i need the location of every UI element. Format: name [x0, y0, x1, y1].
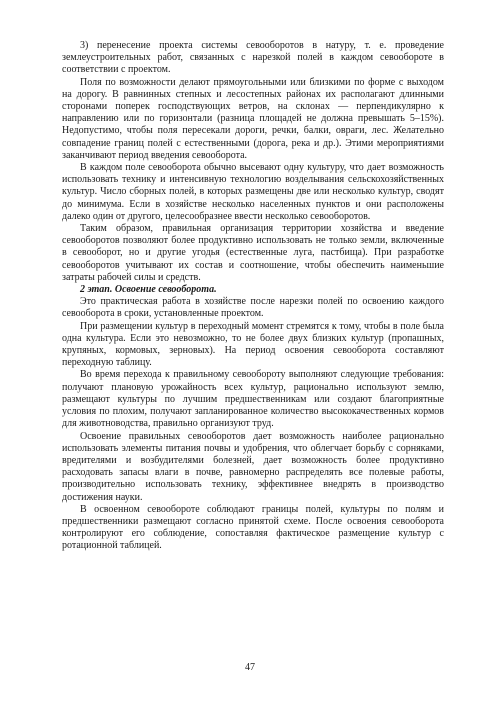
section-heading: 2 этап. Освоение севооборота.	[80, 284, 217, 296]
paragraph-9: В освоенном севообороте соблюдают границы полей, культуры по полям и предшественники размещают согласно принятой схеме. После освоения севооборота контролируют его соблюдение, сопоставляя фактическое размещение культур с ротационной таблицей.	[62, 503, 444, 552]
paragraph-6: При размещении культур в переходный момент стремятся к тому, чтобы в поле была одна культура. Если это невозможно, то не более двух близких культур (пропашных, крупяных, кормовых, зерновых). На период освоения севооборота составляют переходную таблицу.	[62, 320, 444, 369]
paragraph-8: Освоение правильных севооборотов дает возможность наиболее рационально использовать элементы питания почвы и удобрения, что облегчает борьбу с сорняками, вредителями и возбудителями болезней, дает возможность более продуктивно расходовать запасы влаги в почве, равномерно распределять все полевые работы, производительно использовать технику, эффективнее внедрять в производство достижения науки.	[62, 430, 444, 503]
paragraph-7: Во время перехода к правильному севообороту выполняют следующие требования: получают плановую урожайность всех культур, рационально используют землю, размещают культуры по лучшим предшественникам или создают благоприятные условия по плохим, получают запланированное количество высококачественных кормов для животноводства, правильно организуют труд.	[62, 369, 444, 430]
paragraph-3: В каждом поле севооборота обычно высевают одну культуру, что дает возможность использовать технику и интенсивную технологию возделывания сельскохозяйственных культур. Число сборных полей, в которых размещены две или несколько культур, сводят до минимума. Если в хозяйстве несколько населенных пунктов и они расположены далеко один от другого, целесообразнее ввести несколько севооборотов.	[62, 162, 444, 222]
body-text	[62, 40, 444, 553]
paragraph-2: Поля по возможности делают прямоугольными или близкими по форме с выходом на дорогу. В равнинных степных и лесостепных районах их располагают длинными сторонами поперек господствующих ветров, на склонах — перпендикулярно к направлению или по горизонтали (разница площадей не должна превышать 5–15%). Недопустимо, чтобы поля пересекали дороги, речки, балки, овраги, лес. Желательно совпадение границ полей с естественными (дорога, река и др.). Этими мероприятиями заканчивают период введения севооборота.	[62, 76, 444, 161]
paragraph-1: 3) перенесение проекта системы севооборотов в натуру, т. е. проведение землеустроительных работ, связанных с нарезкой полей в каждом севообороте в соответствии с проектом.	[62, 40, 444, 76]
paragraph-5: Это практическая работа в хозяйстве после нарезки полей по освоению каждого севооборота в сроки, установленные проектом.	[62, 296, 444, 320]
page-number: 47	[245, 662, 255, 673]
paragraph-4: Таким образом, правильная организация территории хозяйства и введение севооборотов позволяют более продуктивно использовать не только земли, включенные в севооборот, но и другие угодья (естественные луга, пастбища). При разработке севооборотов учитывают их состав и соотношение, чтобы обеспечить наименьшие затраты рабочей силы и средств.	[62, 223, 444, 283]
